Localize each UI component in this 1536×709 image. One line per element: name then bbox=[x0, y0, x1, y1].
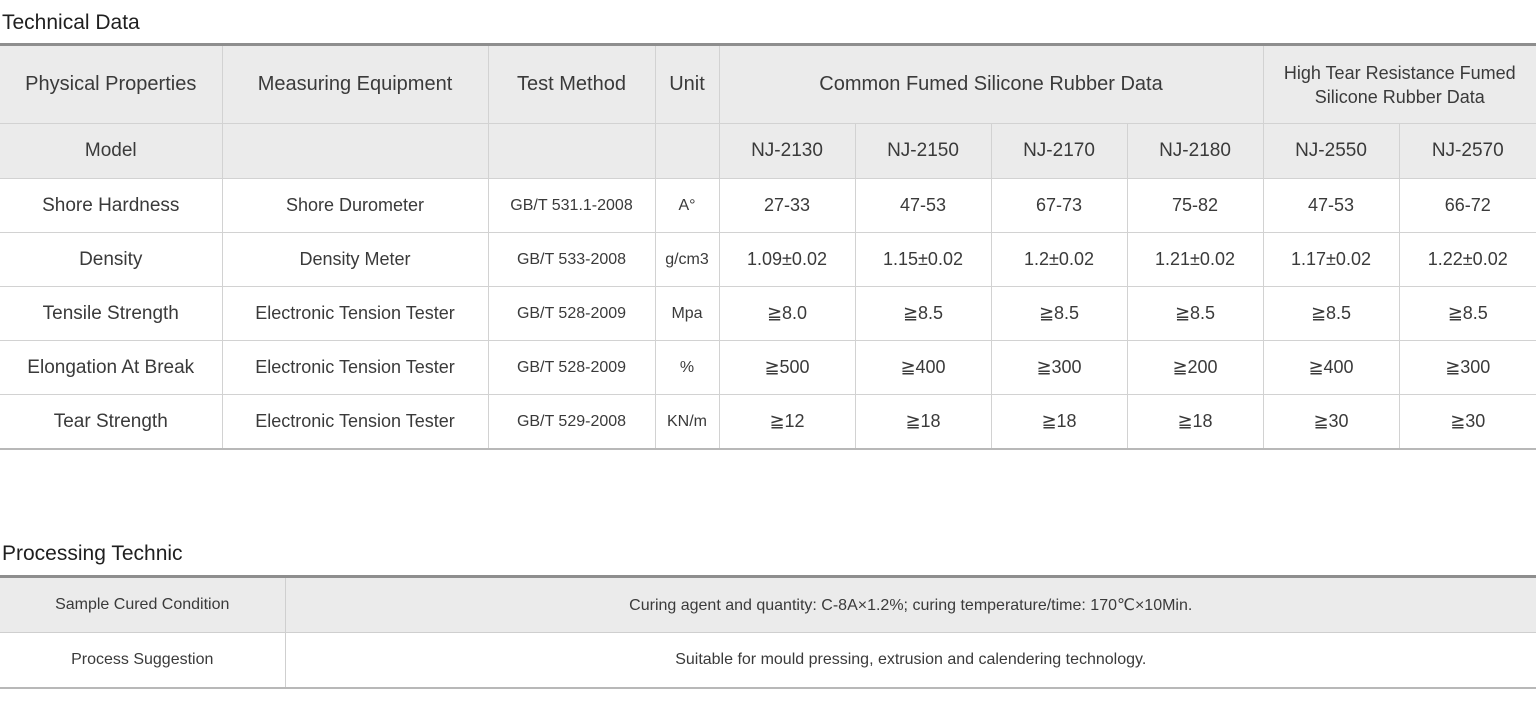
model-empty-cell bbox=[655, 124, 719, 179]
value-cell: 1.2±0.02 bbox=[991, 233, 1127, 287]
property-cell: Shore Hardness bbox=[0, 179, 222, 233]
value-cell: 66-72 bbox=[1399, 179, 1536, 233]
value-cell: ≧8.5 bbox=[1263, 287, 1399, 341]
table-row-process-suggestion bbox=[0, 633, 1536, 689]
method-cell: GB/T 528-2009 bbox=[488, 287, 655, 341]
value-cell: ≧8.0 bbox=[719, 287, 855, 341]
table-row-sample-cured-condition bbox=[0, 577, 1536, 633]
model-name: NJ-2150 bbox=[855, 124, 991, 179]
header-test-method: Test Method bbox=[488, 45, 655, 124]
value-cell: ≧400 bbox=[1263, 341, 1399, 395]
value-cell: 27-33 bbox=[719, 179, 855, 233]
method-cell: GB/T 528-2009 bbox=[488, 341, 655, 395]
model-name: NJ-2180 bbox=[1127, 124, 1263, 179]
property-cell: Tensile Strength bbox=[0, 287, 222, 341]
unit-cell: % bbox=[655, 341, 719, 395]
equipment-cell: Density Meter bbox=[222, 233, 488, 287]
model-empty-cell bbox=[488, 124, 655, 179]
table-row-shore-hardness bbox=[0, 179, 1536, 233]
model-row bbox=[0, 124, 1536, 179]
method-cell: GB/T 531.1-2008 bbox=[488, 179, 655, 233]
value-cell: ≧400 bbox=[855, 341, 991, 395]
value-cell: ≧12 bbox=[719, 395, 855, 450]
technical-data-table bbox=[0, 43, 1536, 450]
unit-cell: g/cm3 bbox=[655, 233, 719, 287]
header-physical-properties: Physical Properties bbox=[0, 45, 222, 124]
property-cell: Elongation At Break bbox=[0, 341, 222, 395]
value-cell: 1.17±0.02 bbox=[1263, 233, 1399, 287]
value-cell: ≧18 bbox=[991, 395, 1127, 450]
value-cell: ≧18 bbox=[855, 395, 991, 450]
header-unit: Unit bbox=[655, 45, 719, 124]
value-cell: 67-73 bbox=[991, 179, 1127, 233]
processing-label: Sample Cured Condition bbox=[0, 577, 285, 633]
unit-cell: KN/m bbox=[655, 395, 719, 450]
equipment-cell: Shore Durometer bbox=[222, 179, 488, 233]
equipment-cell: Electronic Tension Tester bbox=[222, 395, 488, 450]
model-name: NJ-2130 bbox=[719, 124, 855, 179]
table-row-tear-strength bbox=[0, 395, 1536, 450]
processing-value: Curing agent and quantity: C-8A×1.2%; curing temperature/time: 170℃×10Min. bbox=[285, 577, 1536, 633]
value-cell: ≧8.5 bbox=[855, 287, 991, 341]
equipment-cell: Electronic Tension Tester bbox=[222, 287, 488, 341]
model-label: Model bbox=[0, 124, 222, 179]
header-high-tear-group: High Tear Resistance Fumed Silicone Rubber Data bbox=[1263, 45, 1536, 124]
value-cell: 47-53 bbox=[1263, 179, 1399, 233]
method-cell: GB/T 529-2008 bbox=[488, 395, 655, 450]
table-row-density bbox=[0, 233, 1536, 287]
equipment-cell: Electronic Tension Tester bbox=[222, 341, 488, 395]
value-cell: ≧30 bbox=[1263, 395, 1399, 450]
value-cell: 47-53 bbox=[855, 179, 991, 233]
value-cell: ≧30 bbox=[1399, 395, 1536, 450]
processing-label: Process Suggestion bbox=[0, 633, 285, 689]
value-cell: ≧8.5 bbox=[1399, 287, 1536, 341]
unit-cell: Mpa bbox=[655, 287, 719, 341]
table-row-elongation-at-break bbox=[0, 341, 1536, 395]
method-cell: GB/T 533-2008 bbox=[488, 233, 655, 287]
property-cell: Density bbox=[0, 233, 222, 287]
value-cell: 1.09±0.02 bbox=[719, 233, 855, 287]
header-row bbox=[0, 45, 1536, 124]
value-cell: ≧500 bbox=[719, 341, 855, 395]
processing-technic-table bbox=[0, 575, 1536, 689]
value-cell: ≧300 bbox=[991, 341, 1127, 395]
value-cell: ≧8.5 bbox=[991, 287, 1127, 341]
model-empty-cell bbox=[222, 124, 488, 179]
value-cell: ≧200 bbox=[1127, 341, 1263, 395]
header-measuring-equipment: Measuring Equipment bbox=[222, 45, 488, 124]
model-name: NJ-2170 bbox=[991, 124, 1127, 179]
unit-cell: A° bbox=[655, 179, 719, 233]
value-cell: 75-82 bbox=[1127, 179, 1263, 233]
value-cell: ≧300 bbox=[1399, 341, 1536, 395]
property-cell: Tear Strength bbox=[0, 395, 222, 450]
technical-data-title: Technical Data bbox=[2, 11, 140, 34]
value-cell: ≧8.5 bbox=[1127, 287, 1263, 341]
value-cell: 1.21±0.02 bbox=[1127, 233, 1263, 287]
value-cell: 1.15±0.02 bbox=[855, 233, 991, 287]
model-name: NJ-2550 bbox=[1263, 124, 1399, 179]
processing-technic-title: Processing Technic bbox=[2, 542, 183, 565]
table-row-tensile-strength bbox=[0, 287, 1536, 341]
value-cell: 1.22±0.02 bbox=[1399, 233, 1536, 287]
model-name: NJ-2570 bbox=[1399, 124, 1536, 179]
value-cell: ≧18 bbox=[1127, 395, 1263, 450]
header-common-group: Common Fumed Silicone Rubber Data bbox=[719, 45, 1263, 124]
processing-value: Suitable for mould pressing, extrusion and calendering technology. bbox=[285, 633, 1536, 689]
